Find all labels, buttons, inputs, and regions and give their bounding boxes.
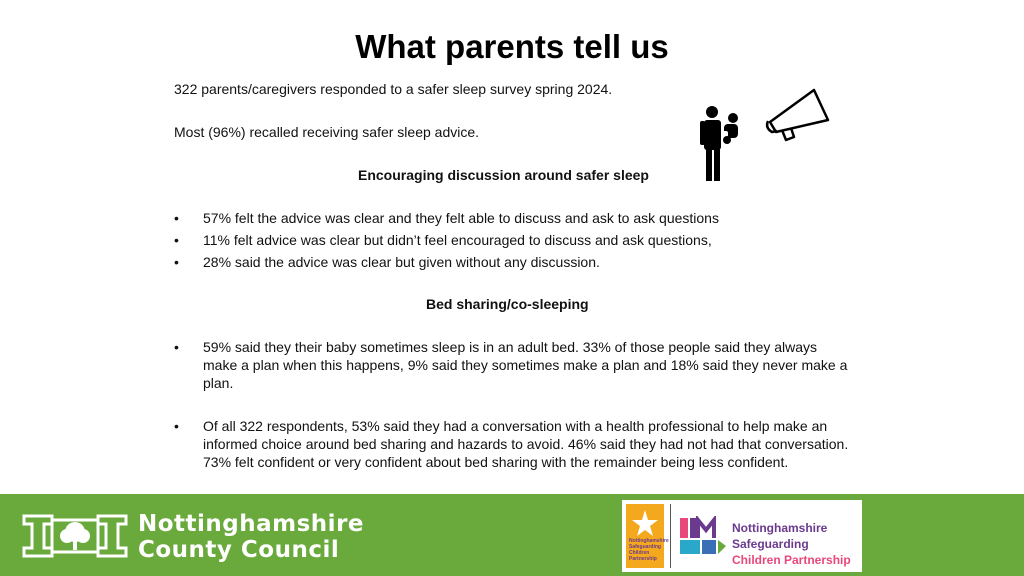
megaphone-icon: [764, 86, 834, 142]
council-name: [138, 511, 364, 563]
parent-with-child-icon: [698, 105, 744, 183]
list-item-text: 57% felt the advice was clear and they felt able to discuss and ask to ask questions: [203, 210, 719, 226]
list-item-text: 11% felt advice was clear but didn’t feel encouraged to discuss and ask questions,: [203, 232, 712, 248]
logo-divider: [670, 504, 671, 568]
bullet-icon: •: [174, 254, 179, 270]
bullet-icon: •: [174, 418, 179, 434]
list-item-text: 59% said they their baby sometimes sleep is in an adult bed. 33% of those people said they always make a plan when this happens, 9% said they sometimes make a plan and 18% said they never make a plan.: [203, 339, 848, 391]
council-name-line-1: Nottinghamshire: [138, 511, 365, 537]
footer-banner: [0, 494, 1024, 576]
intro-line-respondents: 322 parents/caregivers responded to a safer sleep survey spring 2024.: [174, 81, 613, 97]
partnership-name: [732, 520, 851, 568]
partnership-name-line-3: Children Partnership: [732, 553, 851, 567]
list-item: [174, 231, 854, 249]
badge-caption: Nottinghamshire Safeguarding Children Partnership: [629, 538, 669, 562]
bullet-icon: •: [174, 339, 179, 355]
bullet-icon: •: [174, 232, 179, 248]
list-item: [174, 338, 854, 392]
star-figure-icon: [626, 506, 664, 542]
section-heading-bed-sharing: Bed sharing/co-sleeping: [426, 296, 589, 312]
partnership-badge: [626, 504, 669, 568]
list-item-text: 28% said the advice was clear but given without any discussion.: [203, 254, 600, 270]
partnership-logo-panel: [622, 500, 862, 572]
list-item: [174, 253, 854, 271]
section-heading-discussion: Encouraging discussion around safer sleep: [358, 167, 649, 183]
bullet-icon: •: [174, 210, 179, 226]
list-item-text: Of all 322 respondents, 53% said they had a conversation with a health professional to help make an informed choice around bed sharing and hazards to avoid. 46% said they had not had that conversation. 73% felt confident or very confident about bed sharing with the remainder being less confident.: [203, 418, 849, 470]
partnership-name-line-2: Safeguarding: [732, 537, 809, 551]
list-item: [174, 417, 854, 471]
council-oak-tree-logo: [22, 514, 128, 558]
page-title: What parents tell us: [355, 28, 669, 65]
list-item: [174, 209, 854, 227]
partnership-name-line-1: Nottinghamshire: [732, 521, 828, 535]
intro-line-advice: Most (96%) recalled receiving safer sleep advice.: [174, 124, 480, 140]
partnership-house-logo: [678, 516, 728, 556]
council-name-line-2: County Council: [138, 537, 340, 563]
